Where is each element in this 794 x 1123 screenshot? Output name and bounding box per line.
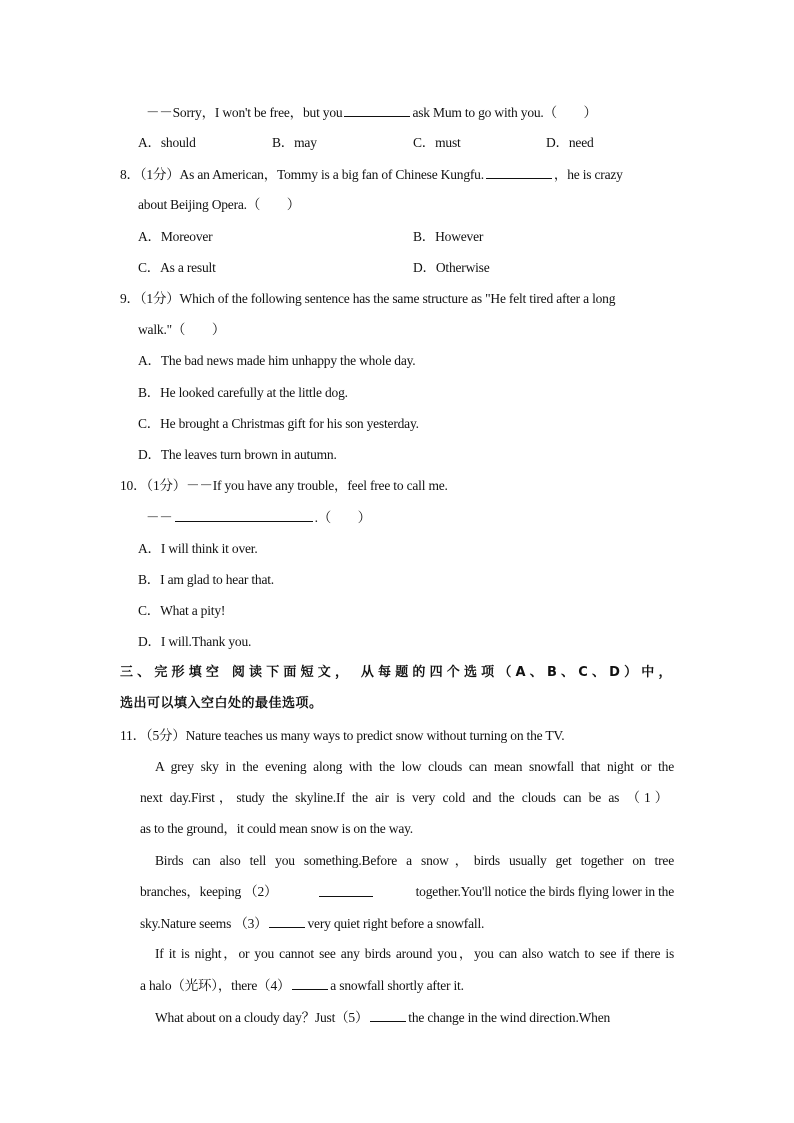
q11-intro: 11．（5分）Nature teaches us many ways to predict snow without turning on the TV.	[120, 728, 565, 743]
q11-paragraph1-line3: as to the ground，it could mean snow is on the way.	[140, 821, 413, 836]
q10-stem-before: －－	[146, 510, 173, 525]
q8-stem-before: 8．（1分）As an American，Tommy is a big fan of Chinese Kungfu.	[120, 167, 484, 182]
q9-stem-line2: walk."（ ）	[138, 322, 226, 337]
q10-option-a: A．I will think it over.	[138, 541, 258, 556]
q7-stem	[146, 103, 597, 122]
q9-stem-line1: 9．（1分）Which of the following sentence has the same structure as "He felt tired after a long	[120, 291, 616, 306]
q11-p2-line2-after: together.You'll notice the birds flying lower in the	[415, 884, 674, 899]
q8-option-b: B．However	[413, 229, 484, 244]
q7-blank	[344, 103, 410, 117]
q11-paragraph2-line2	[140, 883, 674, 901]
q7-option-c: C．must	[413, 135, 461, 150]
q7-stem-after: ask Mum to go with you.（ ）	[412, 105, 597, 120]
q10-stem-line1: 10．（1分）－－If you have any trouble，feel free to call me.	[120, 478, 448, 493]
q11-p2-line3-after: very quiet right before a snowfall.	[307, 916, 485, 931]
q11-blank-3	[269, 914, 305, 928]
q10-blank	[175, 508, 313, 522]
q8-stem-line1	[120, 165, 623, 184]
q11-p4-line1-before: What about on a cloudy day？Just（5）	[155, 1010, 369, 1025]
q11-paragraph1-line2: next day.First，study the skyline.If the air is very cold and the clouds can be as （1）	[140, 790, 668, 805]
q11-paragraph3-line1: If it is night，or you cannot see any birds around you，you can also watch to see if there is	[155, 946, 674, 961]
q10-option-c: C．What a pity!	[138, 603, 226, 618]
q9-option-a: A．The bad news made him unhappy the whole day.	[138, 353, 416, 368]
q10-stem-after: .（ ）	[314, 510, 371, 525]
q11-p2-line3-before: sky.Nature seems （3）	[140, 916, 268, 931]
q11-p2-line2-before: branches，keeping （2）	[140, 884, 278, 899]
q8-stem-after: ，he is crazy	[553, 167, 623, 182]
q10-option-b: B．I am glad to hear that.	[138, 572, 274, 587]
q7-option-b: B．may	[272, 135, 317, 150]
q9-option-b: B．He looked carefully at the little dog.	[138, 385, 348, 400]
q11-paragraph3-line2	[140, 976, 464, 995]
q8-option-a: A．Moreover	[138, 229, 213, 244]
q7-option-d: D．need	[546, 135, 594, 150]
q7-option-a: A．should	[138, 135, 196, 150]
q11-blank-2	[319, 883, 373, 897]
section-3-heading-line2: 选出可以填入空白处的最佳选项。	[120, 696, 323, 711]
q7-stem-before: －－Sorry，I won't be free，but you	[146, 105, 343, 120]
q11-p3-line2-after: a snowfall shortly after it.	[330, 978, 464, 993]
q8-stem-line2: about Beijing Opera.（ ）	[138, 197, 301, 212]
q11-paragraph1-line1: A grey sky in the evening along with the low clouds can mean snowfall that night or the	[155, 759, 674, 774]
q9-option-c: C．He brought a Christmas gift for his son yesterday.	[138, 416, 419, 431]
q8-option-c: C．As a result	[138, 260, 216, 275]
q11-p4-line1-after: the change in the wind direction.When	[408, 1010, 611, 1025]
section-3-heading-line1: 三、完形填空 阅读下面短文， 从每题的四个选项（A、B、C、D）中，	[120, 665, 672, 680]
q11-blank-4	[292, 976, 328, 990]
q11-paragraph4-line1	[155, 1008, 610, 1027]
q11-blank-5	[370, 1008, 406, 1022]
q11-paragraph2-line1: Birds can also tell you something.Before a snow，birds usually get together on tree	[155, 853, 674, 868]
q8-option-d: D．Otherwise	[413, 260, 490, 275]
q10-option-d: D．I will.Thank you.	[138, 634, 252, 649]
q8-blank	[486, 165, 552, 179]
q11-p3-line2-before: a halo（光环），there（4）	[140, 978, 291, 993]
q11-paragraph2-line3	[140, 914, 484, 933]
q10-stem-line2	[146, 508, 371, 527]
q9-option-d: D．The leaves turn brown in autumn.	[138, 447, 337, 462]
